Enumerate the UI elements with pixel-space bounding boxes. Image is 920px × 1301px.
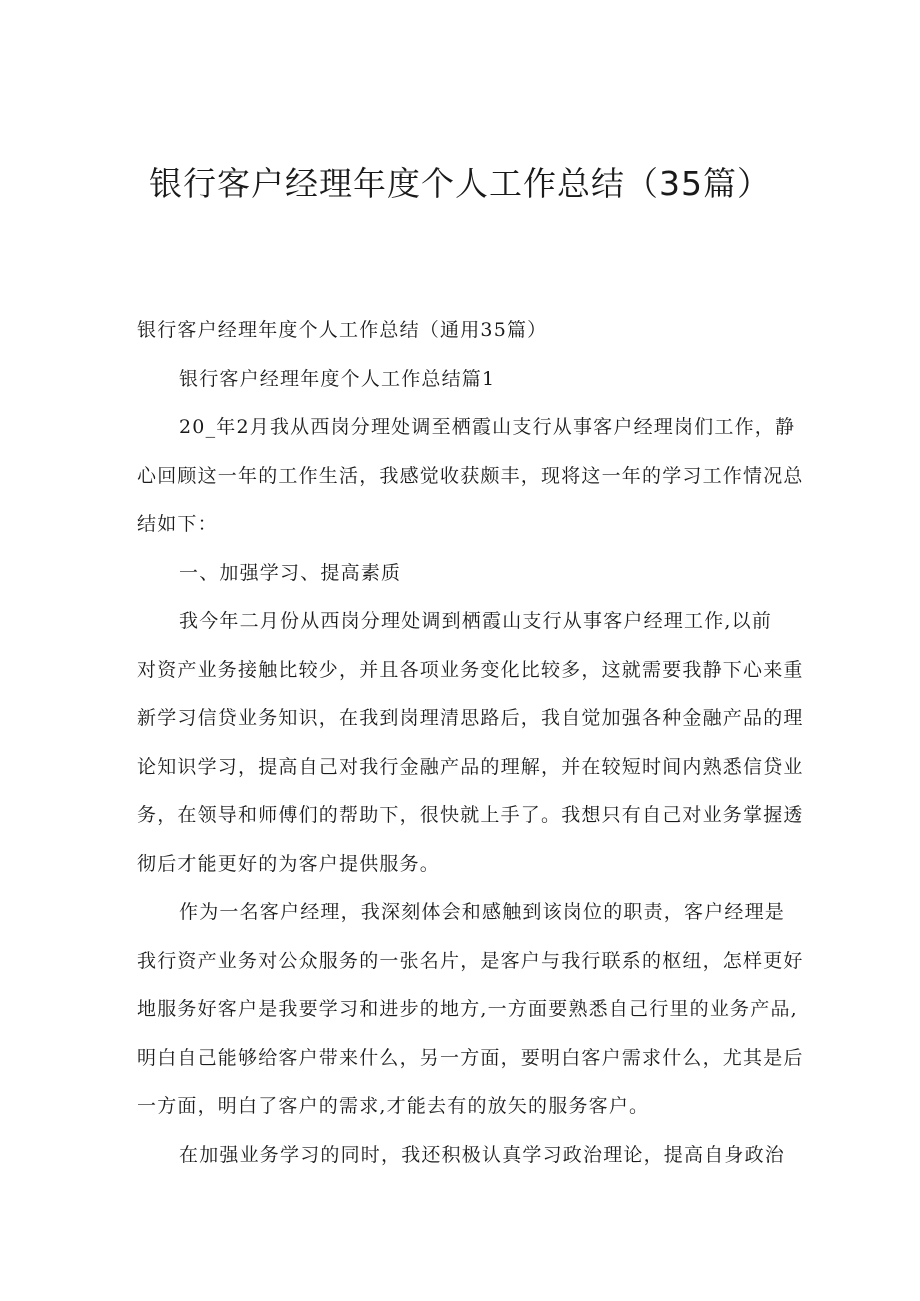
paragraph-line: 我今年二月份从西岗分理处调到栖霞山支行从事客户经理工作,以前 bbox=[179, 610, 773, 632]
paragraph-line: 明白自己能够给客户带来什么，另一方面，要明白客户需求什么，尤其是后 bbox=[137, 1046, 804, 1069]
paragraph-line: 在加强业务学习的同时，我还积极认真学习政治理论，提高自身政治 bbox=[179, 1143, 786, 1166]
paragraph-line: 彻后才能更好的为客户提供服务。 bbox=[137, 852, 441, 875]
paragraph-line: 结如下： bbox=[137, 513, 218, 535]
paragraph-line: 新学习信贷业务知识，在我到岗理清思路后，我自觉加强各种金融产品的理 bbox=[137, 707, 804, 729]
paragraph-line: 我行资产业务对公众服务的一张名片，是客户与我行联系的枢纽，怎样更好 bbox=[137, 949, 804, 972]
document-title: 银行客户经理年度个人工作总结（35篇） bbox=[149, 164, 771, 203]
paragraph-line: 一方面，明白了客户的需求,才能去有的放矢的服务客户。 bbox=[137, 1095, 650, 1117]
paragraph-line: 20_年2月我从西岗分理处调至栖霞山支行从事客户经理岗们工作，静 bbox=[179, 416, 796, 438]
paragraph-line: 地服务好客户是我要学习和进步的地方,一方面要熟悉自己行里的业务产品, bbox=[137, 998, 798, 1020]
subsection-heading: 一、加强学习、提高素质 bbox=[179, 561, 402, 584]
document-subtitle: 银行客户经理年度个人工作总结（通用35篇） bbox=[137, 319, 548, 341]
paragraph-line: 论知识学习，提高自己对我行金融产品的理解，并在较短时间内熟悉信贷业 bbox=[137, 755, 804, 778]
paragraph-line: 心回顾这一年的工作生活，我感觉收获颇丰，现将这一年的学习工作情况总 bbox=[137, 464, 804, 487]
paragraph-line: 对资产业务接触比较少，并且各项业务变化比较多，这就需要我静下心来重 bbox=[137, 658, 804, 681]
paragraph-line: 作为一名客户经理，我深刻体会和感触到该岗位的职责，客户经理是 bbox=[179, 901, 786, 923]
document-body bbox=[137, 306, 804, 1179]
section-heading: 银行客户经理年度个人工作总结篇1 bbox=[179, 367, 496, 390]
paragraph-line: 务，在领导和师傅们的帮助下，很快就上手了。我想只有自己对业务掌握透 bbox=[137, 804, 804, 826]
